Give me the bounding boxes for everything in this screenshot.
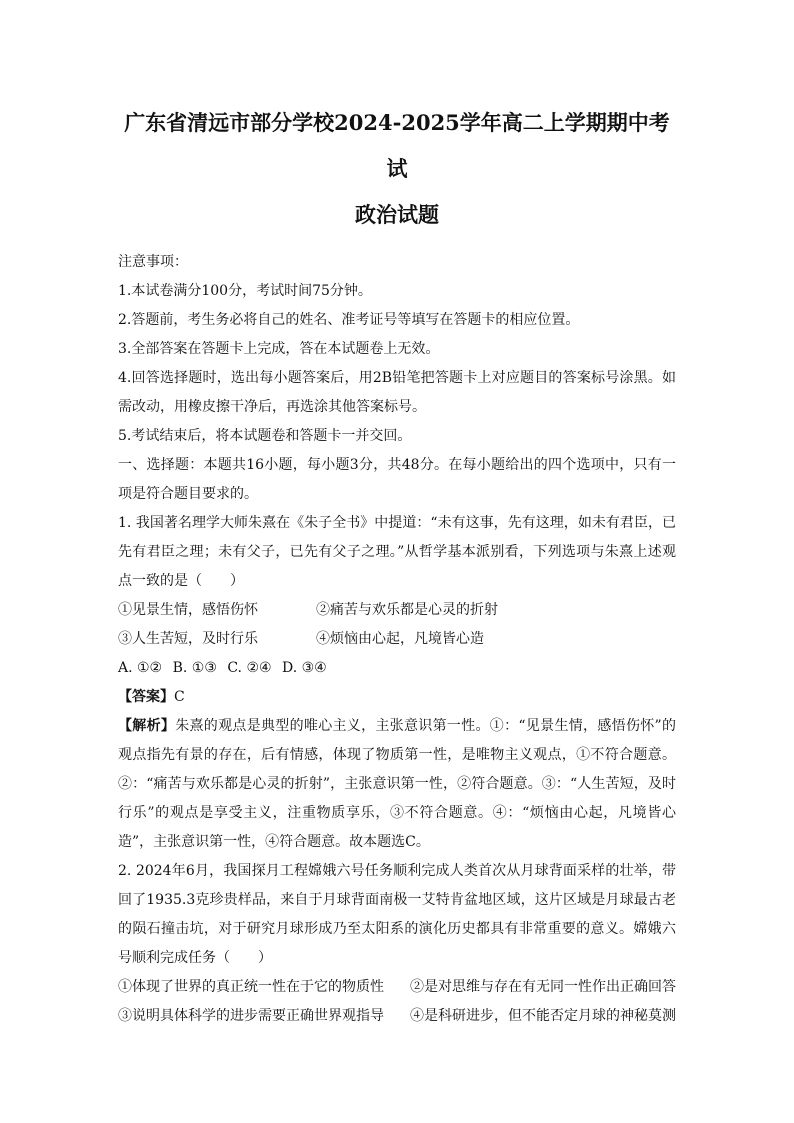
exam-title: 广东省清远市部分学校2024-2025学年高二上学期期中考试	[124, 110, 670, 181]
question-1-options-row-1	[118, 596, 676, 625]
question-2-option-4: ④是科研进步，但不能否定月球的神秘莫测	[410, 1008, 676, 1024]
notice-item-5: 5.考试结束后，将本试题卷和答题卡一并交回。	[118, 428, 412, 444]
choice-a: A. ①②	[118, 660, 163, 676]
answer-value: C	[174, 689, 185, 705]
question-1-stem: 1. 我国著名理学大师朱熹在《朱子全书》中提道：“未有这事，先有这理，如未有君臣，已先有君臣之理；未有父子，已先有父子之理。”从哲学基本派别看，下列选项与朱熹上述观点一致的是（ ）	[118, 515, 676, 589]
question-1-option-1: ①见景生情，感悟伤怀	[118, 602, 258, 618]
notice-item-4: 4.回答选择题时，选出每小题答案后，用2B铅笔把答题卡上对应题目的答案标号涂黑。如需改动，用橡皮擦干净后，再选涂其他答案标号。	[118, 370, 676, 415]
choice-d: D. ③④	[282, 660, 327, 676]
exam-body	[118, 248, 676, 1031]
question-1-options-row-2	[118, 625, 676, 654]
question-1-option-3: ③人生苦短，及时行乐	[118, 631, 258, 647]
question-2-options-row-1	[118, 973, 676, 1002]
notice-heading: 注意事项：	[118, 254, 188, 270]
analysis-label: 【解析】	[118, 718, 176, 734]
question-2-options-row-2	[118, 1002, 676, 1031]
notice-item-2: 2.答题前，考生务必将自己的姓名、准考证号等填写在答题卡的相应位置。	[118, 312, 580, 328]
question-1-choices	[118, 654, 676, 683]
question-1-analysis	[118, 712, 676, 857]
question-1-option-2: ②痛苦与欢乐都是心灵的折射	[316, 602, 498, 618]
answer-label: 【答案】	[118, 689, 174, 705]
question-2-option-2: ②是对思维与存在有无同一性作出正确回答	[410, 979, 676, 995]
question-2-option-3: ③说明具体科学的进步需要正确世界观指导	[118, 1008, 384, 1024]
question-2-option-1: ①体现了世界的真正统一性在于它的物质性	[118, 979, 384, 995]
notice-item-1: 1.本试卷满分100分，考试时间75分钟。	[118, 283, 372, 299]
question-2-stem: 2. 2024年6月，我国探月工程嫦娥六号任务顺利完成人类首次从月球背面采样的壮举，带回了1935.3克珍贵样品，来自于月球背面南极一艾特肯盆地区域，这片区域是月球最古老的陨石撞击坑，对于研究月球形成乃至太阳系的演化历史都具有非常重要的意义。嫦娥六号顺利完成任务（ ）	[118, 863, 676, 966]
analysis-text: 朱熹的观点是典型的唯心主义，主张意识第一性。①：“见景生情，感悟伤怀”的观点指先有景的存在，后有情感，体现了物质第一性，是唯物主义观点，①不符合题意。②：“痛苦与欢乐都是心灵的折射”，主张意识第一性，②符合题意。③：“人生苦短，及时行乐”的观点是享受主义，注重物质享乐，③不符合题意。④：“烦恼由心起，凡境皆心造”，主张意识第一性，④符合题意。故本题选C。	[118, 718, 677, 850]
choice-c: C. ②④	[227, 660, 272, 676]
question-1-answer	[118, 683, 676, 712]
exam-subtitle: 政治试题	[355, 202, 439, 227]
notice-item-3: 3.全部答案在答题卡上完成，答在本试题卷上无效。	[118, 341, 440, 357]
choice-b: B. ①③	[172, 660, 217, 676]
section-heading: 一、选择题：本题共16小题，每小题3分，共48分。在每小题给出的四个选项中，只有一项是符合题目要求的。	[118, 457, 676, 502]
question-1-option-4: ④烦恼由心起，凡境皆心造	[316, 631, 484, 647]
